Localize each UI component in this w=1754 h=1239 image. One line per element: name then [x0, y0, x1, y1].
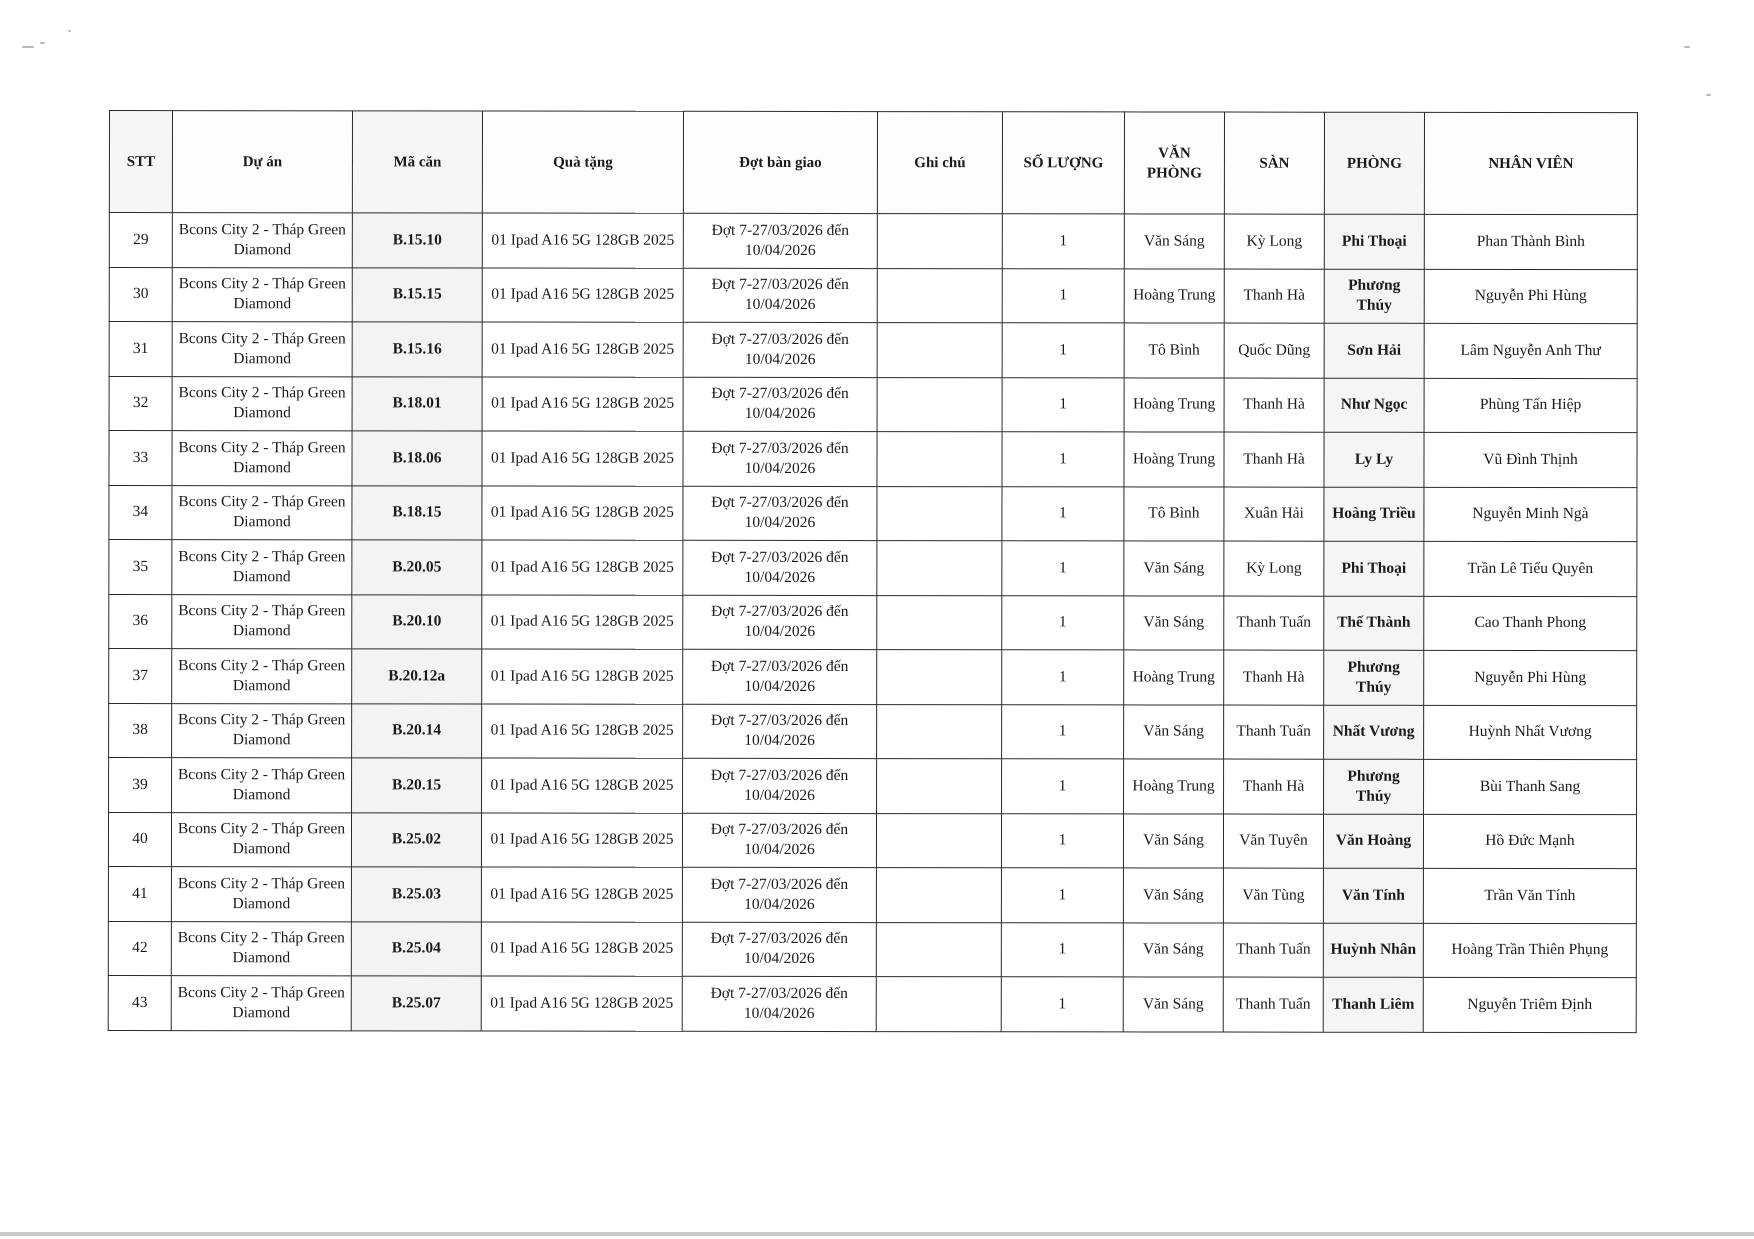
cell-san: Thanh Hà	[1224, 432, 1324, 487]
cell-stt: 32	[109, 376, 172, 431]
cell-van-phong: Hoàng Trung	[1124, 377, 1224, 432]
cell-phong: Phương Thúy	[1324, 650, 1424, 705]
cell-dot-ban-giao: Đợt 7-27/03/2026 đến 10/04/2026	[682, 976, 876, 1031]
cell-phong: Phương Thúy	[1324, 759, 1424, 814]
cell-so-luong: 1	[1002, 650, 1124, 705]
header-du-an: Dự án	[172, 111, 352, 213]
table-row	[109, 594, 1637, 651]
cell-ghi-chu	[877, 704, 1002, 759]
cell-ghi-chu	[877, 377, 1002, 432]
cell-stt: 34	[109, 485, 172, 540]
cell-nhan-vien: Bùi Thanh Sang	[1424, 759, 1637, 814]
cell-ma-can: B.20.14	[352, 703, 482, 758]
cell-so-luong: 1	[1002, 595, 1124, 650]
cell-stt: 37	[109, 649, 172, 704]
cell-van-phong: Văn Sáng	[1124, 704, 1224, 759]
cell-so-luong: 1	[1002, 704, 1124, 759]
cell-qua-tang: 01 Ipad A16 5G 128GB 2025	[482, 758, 683, 813]
cell-phong: Phi Thoại	[1324, 541, 1424, 596]
cell-san: Thanh Hà	[1224, 269, 1324, 324]
cell-nhan-vien: Nguyễn Triêm Định	[1423, 977, 1636, 1032]
cell-nhan-vien: Hồ Đức Mạnh	[1423, 814, 1636, 869]
cell-dot-ban-giao: Đợt 7-27/03/2026 đến 10/04/2026	[682, 867, 876, 922]
cell-van-phong: Hoàng Trung	[1124, 432, 1224, 487]
cell-du-an: Bcons City 2 - Tháp Green Diamond	[172, 322, 352, 377]
cell-ghi-chu	[876, 813, 1001, 868]
cell-stt: 40	[108, 812, 171, 867]
cell-phong: Như Ngọc	[1324, 378, 1424, 433]
table-row	[109, 267, 1637, 324]
cell-san: Thanh Hà	[1224, 650, 1324, 705]
cell-qua-tang: 01 Ipad A16 5G 128GB 2025	[482, 595, 683, 650]
cell-van-phong: Văn Sáng	[1123, 868, 1223, 923]
cell-san: Văn Tùng	[1223, 868, 1323, 923]
cell-qua-tang: 01 Ipad A16 5G 128GB 2025	[482, 268, 683, 323]
cell-ma-can: B.20.05	[352, 540, 482, 595]
scan-speck	[1684, 46, 1690, 48]
cell-ma-can: B.15.16	[352, 322, 482, 377]
cell-van-phong: Văn Sáng	[1124, 595, 1224, 650]
table-row	[109, 322, 1637, 379]
cell-phong: Nhất Vương	[1324, 705, 1424, 760]
cell-ghi-chu	[877, 323, 1002, 378]
cell-ghi-chu	[876, 922, 1001, 977]
cell-stt: 31	[109, 322, 172, 377]
cell-qua-tang: 01 Ipad A16 5G 128GB 2025	[481, 922, 682, 977]
cell-so-luong: 1	[1002, 377, 1124, 432]
cell-du-an: Bcons City 2 - Tháp Green Diamond	[172, 376, 352, 431]
cell-ghi-chu	[877, 486, 1002, 541]
cell-nhan-vien: Cao Thanh Phong	[1424, 596, 1637, 651]
cell-phong: Huỳnh Nhân	[1323, 923, 1423, 978]
cell-du-an: Bcons City 2 - Tháp Green Diamond	[172, 758, 352, 813]
header-nhan-vien: NHÂN VIÊN	[1424, 112, 1637, 214]
cell-ghi-chu	[877, 650, 1002, 705]
scan-speck	[22, 46, 34, 48]
cell-qua-tang: 01 Ipad A16 5G 128GB 2025	[482, 377, 683, 432]
cell-van-phong: Tô Bình	[1124, 323, 1224, 378]
cell-dot-ban-giao: Đợt 7-27/03/2026 đến 10/04/2026	[683, 268, 877, 323]
cell-nhan-vien: Nguyễn Minh Ngà	[1424, 487, 1637, 542]
cell-nhan-vien: Nguyễn Phi Hùng	[1424, 269, 1637, 324]
cell-van-phong: Văn Sáng	[1123, 922, 1223, 977]
cell-san: Xuân Hải	[1224, 487, 1324, 542]
cell-van-phong: Hoàng Trung	[1124, 759, 1224, 814]
cell-qua-tang: 01 Ipad A16 5G 128GB 2025	[482, 431, 683, 486]
cell-so-luong: 1	[1002, 759, 1124, 814]
cell-stt: 43	[108, 975, 171, 1030]
cell-du-an: Bcons City 2 - Tháp Green Diamond	[172, 267, 352, 322]
cell-ma-can: B.18.06	[352, 431, 482, 486]
cell-van-phong: Hoàng Trung	[1124, 650, 1224, 705]
scan-bottom-edge	[0, 1232, 1754, 1236]
cell-du-an: Bcons City 2 - Tháp Green Diamond	[171, 921, 351, 976]
table-header-row	[109, 111, 1637, 215]
cell-stt: 36	[109, 594, 172, 649]
cell-stt: 41	[108, 866, 171, 921]
cell-san: Thanh Tuấn	[1224, 705, 1324, 760]
cell-nhan-vien: Huỳnh Nhất Vương	[1424, 705, 1637, 760]
cell-san: Thanh Tuấn	[1223, 977, 1323, 1032]
cell-ma-can: B.18.15	[352, 485, 482, 540]
table-body	[108, 213, 1637, 1033]
cell-so-luong: 1	[1001, 813, 1123, 868]
cell-so-luong: 1	[1001, 977, 1123, 1032]
cell-so-luong: 1	[1002, 268, 1124, 323]
cell-so-luong: 1	[1001, 868, 1123, 923]
cell-phong: Văn Tính	[1323, 868, 1423, 923]
cell-ma-can: B.20.10	[352, 594, 482, 649]
table-row	[108, 812, 1636, 869]
cell-qua-tang: 01 Ipad A16 5G 128GB 2025	[482, 486, 683, 541]
header-dot-ban-giao: Đợt bàn giao	[683, 111, 877, 213]
cell-van-phong: Tô Bình	[1124, 486, 1224, 541]
cell-nhan-vien: Phan Thành Bình	[1424, 214, 1637, 269]
cell-stt: 39	[109, 758, 172, 813]
cell-dot-ban-giao: Đợt 7-27/03/2026 đến 10/04/2026	[683, 595, 877, 650]
scan-speck	[68, 30, 71, 32]
header-phong: PHÒNG	[1324, 112, 1424, 214]
cell-ghi-chu	[877, 541, 1002, 596]
header-san: SÀN	[1224, 112, 1324, 214]
cell-dot-ban-giao: Đợt 7-27/03/2026 đến 10/04/2026	[683, 213, 877, 268]
header-ma-can: Mã căn	[352, 111, 482, 213]
cell-dot-ban-giao: Đợt 7-27/03/2026 đến 10/04/2026	[683, 704, 877, 759]
cell-stt: 30	[109, 267, 172, 322]
header-ghi-chu: Ghi chú	[877, 112, 1002, 214]
cell-nhan-vien: Phùng Tấn Hiệp	[1424, 378, 1637, 433]
cell-stt: 42	[108, 921, 171, 976]
cell-dot-ban-giao: Đợt 7-27/03/2026 đến 10/04/2026	[683, 431, 877, 486]
cell-ghi-chu	[876, 868, 1001, 923]
cell-phong: Thanh Liêm	[1323, 977, 1423, 1032]
cell-phong: Thế Thành	[1324, 596, 1424, 651]
header-stt: STT	[109, 111, 172, 213]
scan-speck	[40, 42, 45, 44]
cell-dot-ban-giao: Đợt 7-27/03/2026 đến 10/04/2026	[683, 377, 877, 432]
cell-so-luong: 1	[1002, 214, 1124, 269]
cell-san: Kỳ Long	[1224, 214, 1324, 269]
table-row	[109, 649, 1637, 706]
table-row	[108, 866, 1636, 923]
cell-stt: 29	[109, 213, 172, 268]
cell-qua-tang: 01 Ipad A16 5G 128GB 2025	[482, 322, 683, 377]
cell-dot-ban-giao: Đợt 7-27/03/2026 đến 10/04/2026	[683, 758, 877, 813]
table-row	[109, 758, 1637, 815]
cell-van-phong: Văn Sáng	[1123, 977, 1223, 1032]
cell-ma-can: B.20.12a	[352, 649, 482, 704]
cell-nhan-vien: Vũ Đình Thịnh	[1424, 432, 1637, 487]
cell-ma-can: B.25.02	[351, 812, 481, 867]
cell-ma-can: B.15.10	[352, 213, 482, 268]
cell-ma-can: B.20.15	[352, 758, 482, 813]
cell-phong: Văn Hoàng	[1323, 814, 1423, 869]
cell-ghi-chu	[877, 268, 1002, 323]
cell-dot-ban-giao: Đợt 7-27/03/2026 đến 10/04/2026	[682, 813, 876, 868]
cell-phong: Phi Thoại	[1324, 214, 1424, 269]
cell-ghi-chu	[877, 214, 1002, 269]
cell-du-an: Bcons City 2 - Tháp Green Diamond	[172, 485, 352, 540]
cell-san: Thanh Tuấn	[1224, 596, 1324, 651]
table-row	[109, 376, 1637, 433]
cell-phong: Hoàng Triều	[1324, 487, 1424, 542]
scan-speck	[1706, 94, 1711, 96]
cell-du-an: Bcons City 2 - Tháp Green Diamond	[172, 649, 352, 704]
cell-ghi-chu	[877, 432, 1002, 487]
cell-ma-can: B.25.07	[351, 976, 481, 1031]
cell-dot-ban-giao: Đợt 7-27/03/2026 đến 10/04/2026	[683, 486, 877, 541]
cell-dot-ban-giao: Đợt 7-27/03/2026 đến 10/04/2026	[682, 922, 876, 977]
cell-so-luong: 1	[1001, 922, 1123, 977]
cell-nhan-vien: Trần Văn Tính	[1423, 868, 1636, 923]
cell-so-luong: 1	[1002, 432, 1124, 487]
cell-du-an: Bcons City 2 - Tháp Green Diamond	[171, 812, 351, 867]
cell-nhan-vien: Trần Lê Tiểu Quyên	[1424, 541, 1637, 596]
cell-qua-tang: 01 Ipad A16 5G 128GB 2025	[481, 976, 682, 1031]
header-van-phong: VĂN PHÒNG	[1124, 112, 1224, 214]
cell-qua-tang: 01 Ipad A16 5G 128GB 2025	[482, 649, 683, 704]
cell-ghi-chu	[876, 977, 1001, 1032]
cell-dot-ban-giao: Đợt 7-27/03/2026 đến 10/04/2026	[683, 322, 877, 377]
cell-van-phong: Hoàng Trung	[1124, 268, 1224, 323]
cell-phong: Ly Ly	[1324, 432, 1424, 487]
table-row	[109, 540, 1637, 597]
cell-stt: 35	[109, 540, 172, 595]
cell-du-an: Bcons City 2 - Tháp Green Diamond	[172, 594, 352, 649]
cell-du-an: Bcons City 2 - Tháp Green Diamond	[172, 540, 352, 595]
cell-du-an: Bcons City 2 - Tháp Green Diamond	[172, 213, 352, 268]
cell-nhan-vien: Lâm Nguyễn Anh Thư	[1424, 323, 1637, 378]
table-row	[109, 703, 1637, 760]
header-qua-tang: Quà tặng	[482, 111, 683, 213]
table-row	[108, 975, 1636, 1032]
cell-nhan-vien: Hoàng Trần Thiên Phụng	[1423, 923, 1636, 978]
cell-ma-can: B.15.15	[352, 267, 482, 322]
cell-san: Thanh Tuấn	[1223, 923, 1323, 978]
cell-ghi-chu	[877, 759, 1002, 814]
cell-qua-tang: 01 Ipad A16 5G 128GB 2025	[482, 213, 683, 268]
cell-qua-tang: 01 Ipad A16 5G 128GB 2025	[482, 704, 683, 759]
cell-so-luong: 1	[1002, 323, 1124, 378]
cell-nhan-vien: Nguyễn Phi Hùng	[1424, 650, 1637, 705]
cell-stt: 33	[109, 431, 172, 486]
cell-van-phong: Văn Sáng	[1123, 813, 1223, 868]
cell-ma-can: B.25.04	[351, 921, 481, 976]
cell-du-an: Bcons City 2 - Tháp Green Diamond	[172, 431, 352, 486]
cell-san: Kỳ Long	[1224, 541, 1324, 596]
cell-san: Thanh Hà	[1224, 378, 1324, 433]
cell-qua-tang: 01 Ipad A16 5G 128GB 2025	[482, 540, 683, 595]
cell-so-luong: 1	[1002, 486, 1124, 541]
cell-san: Quốc Dũng	[1224, 323, 1324, 378]
cell-san: Văn Tuyên	[1223, 814, 1323, 869]
cell-phong: Sơn Hải	[1324, 323, 1424, 378]
cell-so-luong: 1	[1002, 541, 1124, 596]
table-row	[109, 213, 1637, 270]
cell-ma-can: B.25.03	[351, 867, 481, 922]
table-row	[109, 431, 1637, 488]
cell-san: Thanh Hà	[1224, 759, 1324, 814]
cell-qua-tang: 01 Ipad A16 5G 128GB 2025	[481, 813, 682, 868]
cell-stt: 38	[109, 703, 172, 758]
cell-ghi-chu	[877, 595, 1002, 650]
cell-phong: Phương Thúy	[1324, 269, 1424, 324]
cell-dot-ban-giao: Đợt 7-27/03/2026 đến 10/04/2026	[683, 540, 877, 595]
table-row	[108, 921, 1636, 978]
header-so-luong: SỐ LƯỢNG	[1002, 112, 1124, 214]
cell-van-phong: Văn Sáng	[1124, 541, 1224, 596]
table-row	[109, 485, 1637, 542]
cell-du-an: Bcons City 2 - Tháp Green Diamond	[171, 867, 351, 922]
cell-qua-tang: 01 Ipad A16 5G 128GB 2025	[481, 867, 682, 922]
cell-dot-ban-giao: Đợt 7-27/03/2026 đến 10/04/2026	[683, 649, 877, 704]
cell-du-an: Bcons City 2 - Tháp Green Diamond	[172, 703, 352, 758]
cell-du-an: Bcons City 2 - Tháp Green Diamond	[171, 976, 351, 1031]
cell-ma-can: B.18.01	[352, 376, 482, 431]
cell-van-phong: Văn Sáng	[1124, 214, 1224, 269]
handover-gift-table	[108, 110, 1638, 1033]
